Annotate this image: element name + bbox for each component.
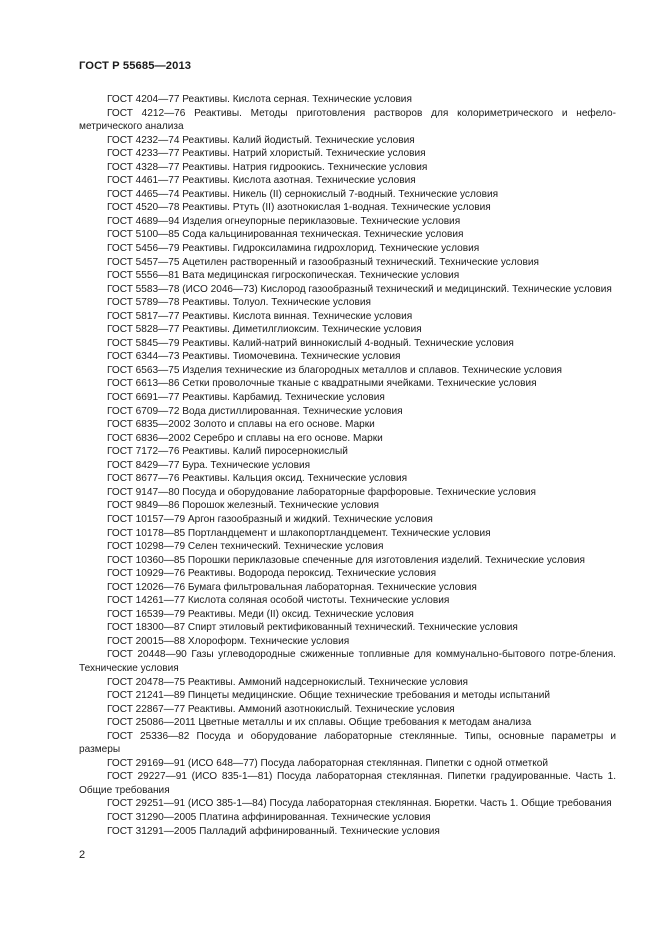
- reference-item: ГОСТ 20448—90 Газы углеводородные сжиженные топливные для коммунально-бытового потре-бления. Технические условия: [79, 649, 616, 674]
- document-header: ГОСТ Р 55685—2013: [79, 60, 192, 72]
- reference-item: ГОСТ 6613—86 Сетки проволочные тканые с квадратными ячейками. Технические условия: [107, 378, 537, 390]
- reference-item: ГОСТ 4328—77 Реактивы. Натрия гидроокись. Технические условия: [107, 161, 428, 173]
- reference-item: ГОСТ 18300—87 Спирт этиловый ректификованный технический. Технические условия: [107, 622, 518, 634]
- reference-item: ГОСТ 5100—85 Сода кальцинированная техническая. Технические условия: [107, 229, 464, 241]
- reference-item: ГОСТ 25336—82 Посуда и оборудование лабораторные стеклянные. Типы, основные параметры и размеры: [79, 730, 616, 756]
- reference-item: ГОСТ 7172—76 Реактивы. Калий пиросернокислый: [107, 446, 348, 458]
- reference-item: ГОСТ 10178—85 Портландцемент и шлакопортландцемент. Технические условия: [107, 527, 491, 539]
- reference-item: ГОСТ 31290—2005 Платина аффинированная. Технические условия: [107, 811, 431, 823]
- reference-item: ГОСТ 22867—77 Реактивы. Аммоний азотнокислый. Технические условия: [107, 703, 455, 715]
- reference-item: ГОСТ 25086—2011 Цветные металлы и их сплавы. Общие требования к методам анализа: [107, 717, 532, 729]
- reference-item: ГОСТ 6709—72 Вода дистиллированная. Технические условия: [107, 405, 403, 417]
- reference-item: ГОСТ 10298—79 Селен технический. Технические условия: [107, 541, 384, 553]
- reference-item: ГОСТ 14261—77 Кислота соляная особой чистоты. Технические условия: [107, 595, 450, 607]
- reference-item: ГОСТ 5828—77 Реактивы. Диметилглиоксим. Технические условия: [107, 324, 422, 336]
- reference-item: ГОСТ 29251—91 (ИСО 385-1—84) Посуда лабораторная стеклянная. Бюретки. Часть 1. Общие требования: [107, 798, 612, 810]
- reference-item: ГОСТ 4520—78 Реактивы. Ртуть (II) азотнокислая 1-водная. Технические условия: [107, 202, 491, 214]
- reference-item: ГОСТ 6344—73 Реактивы. Тиомочевина. Технические условия: [107, 351, 401, 363]
- reference-item: ГОСТ 4461—77 Реактивы. Кислота азотная. Технические условия: [107, 175, 416, 187]
- reference-item: ГОСТ 4212—76 Реактивы. Методы приготовления растворов для колориметрического и нефело-метрического анализа: [79, 107, 616, 133]
- reference-item: ГОСТ 6563—75 Изделия технические из благородных металлов и сплавов. Технические условия: [107, 364, 562, 376]
- reference-item: ГОСТ 4233—77 Реактивы. Натрий хлористый. Технические условия: [107, 148, 426, 160]
- reference-item: ГОСТ 10157—79 Аргон газообразный и жидкий. Технические условия: [107, 513, 433, 525]
- reference-item: ГОСТ 29227—91 (ИСО 835-1—81) Посуда лабораторная стеклянная. Пипетки градуированные. Часть 1. Общие требования: [79, 771, 616, 796]
- reference-item: ГОСТ 20015—88 Хлороформ. Технические условия: [107, 635, 350, 647]
- reference-item: ГОСТ 12026—76 Бумага фильтровальная лабораторная. Технические условия: [107, 581, 477, 593]
- reference-item: ГОСТ 5789—78 Реактивы. Толуол. Технические условия: [107, 297, 371, 309]
- reference-item: ГОСТ 16539—79 Реактивы. Меди (II) оксид. Технические условия: [107, 608, 414, 620]
- reference-item: ГОСТ 5845—79 Реактивы. Калий-натрий виннокислый 4-водный. Технические условия: [107, 337, 514, 349]
- reference-item: ГОСТ 8677—76 Реактивы. Кальция оксид. Технические условия: [107, 473, 408, 485]
- reference-item: ГОСТ 5457—75 Ацетилен растворенный и газообразный технический. Технические условия: [107, 256, 539, 268]
- reference-item: ГОСТ 31291—2005 Палладий аффинированный. Технические условия: [107, 825, 440, 837]
- reference-item: ГОСТ 8429—77 Бура. Технические условия: [107, 459, 311, 471]
- reference-item: ГОСТ 5456—79 Реактивы. Гидроксиламина гидрохлорид. Технические условия: [107, 243, 480, 255]
- normative-references-list: [79, 93, 616, 838]
- reference-item: ГОСТ 29169—91 (ИСО 648—77) Посуда лабораторная стеклянная. Пипетки с одной отметкой: [107, 757, 548, 769]
- reference-item: ГОСТ 20478—75 Реактивы. Аммоний надсернокислый. Технические условия: [107, 676, 469, 688]
- reference-item: ГОСТ 4232—74 Реактивы. Калий йодистый. Технические условия: [107, 134, 415, 146]
- reference-item: ГОСТ 10929—76 Реактивы. Водорода пероксид. Технические условия: [107, 568, 437, 580]
- reference-item: ГОСТ 9849—86 Порошок железный. Технические условия: [107, 500, 380, 512]
- reference-item: ГОСТ 4689—94 Изделия огнеупорные периклазовые. Технические условия: [107, 215, 461, 227]
- page-number: 2: [79, 849, 86, 861]
- reference-item: ГОСТ 4465—74 Реактивы. Никель (II) сернокислый 7-водный. Технические условия: [107, 188, 499, 200]
- reference-item: ГОСТ 5817—77 Реактивы. Кислота винная. Технические условия: [107, 310, 413, 322]
- reference-item: ГОСТ 6691—77 Реактивы. Карбамид. Технические условия: [107, 392, 385, 404]
- reference-item: ГОСТ 10360—85 Порошки периклазовые спеченные для изготовления изделий. Технические условия: [107, 554, 585, 566]
- reference-item: ГОСТ 6835—2002 Золото и сплавы на его основе. Марки: [107, 419, 375, 431]
- reference-item: ГОСТ 9147—80 Посуда и оборудование лабораторные фарфоровые. Технические условия: [107, 486, 536, 498]
- reference-item: ГОСТ 21241—89 Пинцеты медицинские. Общие технические требования и методы испытаний: [107, 690, 551, 702]
- reference-item: ГОСТ 4204—77 Реактивы. Кислота серная. Технические условия: [107, 94, 412, 105]
- reference-item: ГОСТ 5556—81 Вата медицинская гигроскопическая. Технические условия: [107, 270, 460, 282]
- reference-item: ГОСТ 6836—2002 Серебро и сплавы на его основе. Марки: [107, 432, 383, 444]
- reference-item: ГОСТ 5583—78 (ИСО 2046—73) Кислород газообразный технический и медицинский. Технические условия: [107, 283, 612, 295]
